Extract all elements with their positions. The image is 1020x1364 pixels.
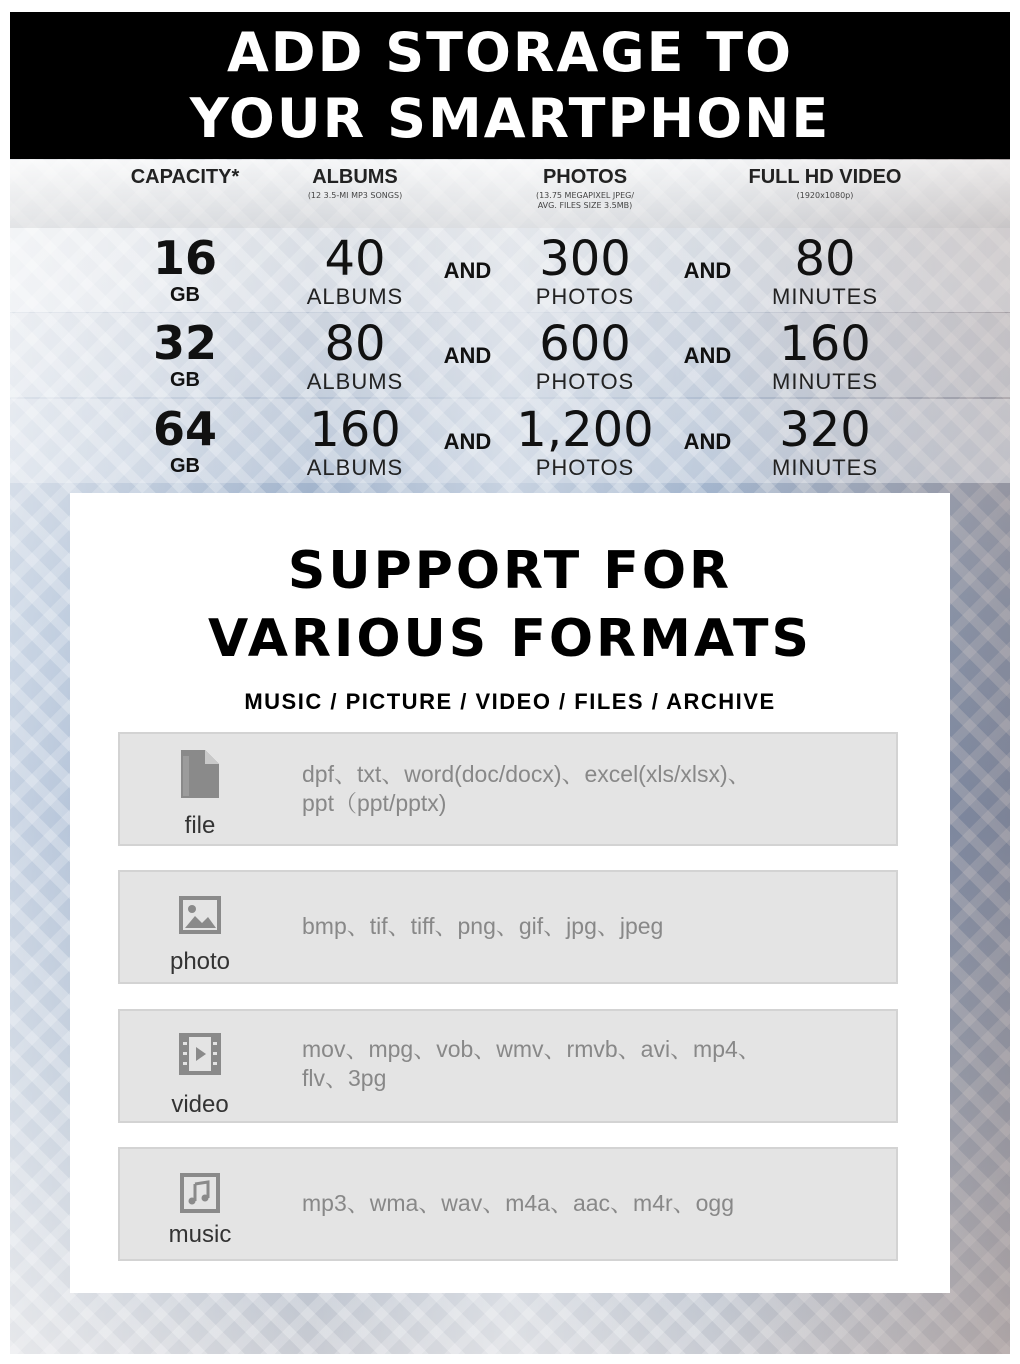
table-row [10,313,1010,397]
photos-unit: PHOTOS [535,369,635,394]
photos-unit: PHOTOS [535,455,635,480]
capacity-cell [125,232,245,306]
video-unit: MINUTES [772,369,878,394]
capacity-cell [125,317,245,391]
video-icon [170,1033,230,1079]
albums-unit: ALBUMS [306,455,404,480]
format-label: music [168,1221,232,1248]
photos-cell [505,317,665,393]
column-title: FULL HD VIDEO [748,166,902,188]
video-unit: MINUTES [772,284,878,309]
format-label: video [171,1091,229,1118]
formats-panel [70,493,950,1293]
albums-cell [280,403,430,479]
storage-banner [10,12,1010,1354]
format-line: bmp、tif、tiff、png、gif、jpg、jpeg [302,913,664,939]
video-value: 80 [794,231,856,287]
formats-subtitle: MUSIC / PICTURE / VIDEO / FILES / ARCHIVE [244,689,776,714]
formats-title-line1: SUPPORT FOR [287,541,733,601]
albums-cell [280,232,430,308]
column-subtitle: (1920x1080p) [796,191,854,200]
albums-unit: ALBUMS [306,369,404,394]
music-icon [170,1173,230,1217]
column-title: PHOTOS [542,166,628,188]
format-description [302,760,862,818]
format-description [302,1035,862,1093]
file-icon [170,748,230,804]
albums-unit: ALBUMS [306,284,404,309]
albums-value: 40 [324,231,386,287]
and-label: AND [683,343,732,368]
capacity-cell [125,403,245,477]
header-title-line2: YOUR SMARTPHONE [189,86,831,150]
format-card-file [118,732,898,846]
column-header-video [720,166,930,201]
column-subtitle: (12 3.5-MI MP3 SONGS) [307,191,403,200]
photos-value: 600 [539,316,631,372]
photos-cell [505,232,665,308]
albums-cell [280,317,430,393]
photo-icon [170,896,230,938]
format-line: mp3、wma、wav、m4a、aac、m4r、ogg [302,1190,735,1216]
albums-value: 80 [324,316,386,372]
and-label: AND [683,429,732,454]
column-header-capacity [110,166,260,189]
format-label: file [184,812,216,839]
formats-title-line2: VARIOUS FORMATS [208,609,812,669]
column-title: CAPACITY* [130,166,240,188]
capacity-value: 64 [152,402,217,456]
format-description [302,1189,862,1218]
video-cell [745,403,905,479]
table-header [10,160,1010,228]
video-unit: MINUTES [772,455,878,480]
format-line: dpf、txt、word(doc/docx)、excel(xls/xlsx)、 [302,761,751,787]
video-cell [745,232,905,308]
photos-value: 300 [539,231,631,287]
photos-unit: PHOTOS [535,284,635,309]
format-card-video [118,1009,898,1123]
capacity-unit: GB [170,284,200,306]
format-line: flv、3pg [302,1065,387,1091]
format-label: photo [169,948,231,975]
column-header-albums [275,166,435,201]
format-description [302,912,862,941]
format-line: ppt（ppt/pptx) [302,790,447,816]
format-line: mov、mpg、vob、wmv、rmvb、avi、mp4、 [302,1036,761,1062]
column-subtitle: AVG. FILES SIZE 3.5MB) [537,201,633,210]
video-cell [745,317,905,393]
and-label: AND [683,258,732,283]
header-title-line1: ADD STORAGE TO [227,20,793,84]
video-value: 320 [779,402,871,458]
and-label: AND [443,429,492,454]
header-band [10,12,1010,159]
video-value: 160 [779,316,871,372]
table-row [10,399,1010,483]
photos-value: 1,200 [516,402,654,458]
capacity-unit: GB [170,455,200,477]
capacity-value: 16 [152,231,217,285]
table-row [10,228,1010,312]
capacity-value: 32 [152,316,217,370]
column-header-photos [505,166,665,211]
column-title: ALBUMS [312,166,398,188]
albums-value: 160 [309,402,401,458]
and-label: AND [443,343,492,368]
capacity-unit: GB [170,369,200,391]
photos-cell [505,403,665,479]
and-label: AND [443,258,492,283]
column-subtitle: (13.75 MEGAPIXEL JPEG/ [535,191,635,200]
format-card-photo [118,870,898,984]
format-card-music [118,1147,898,1261]
